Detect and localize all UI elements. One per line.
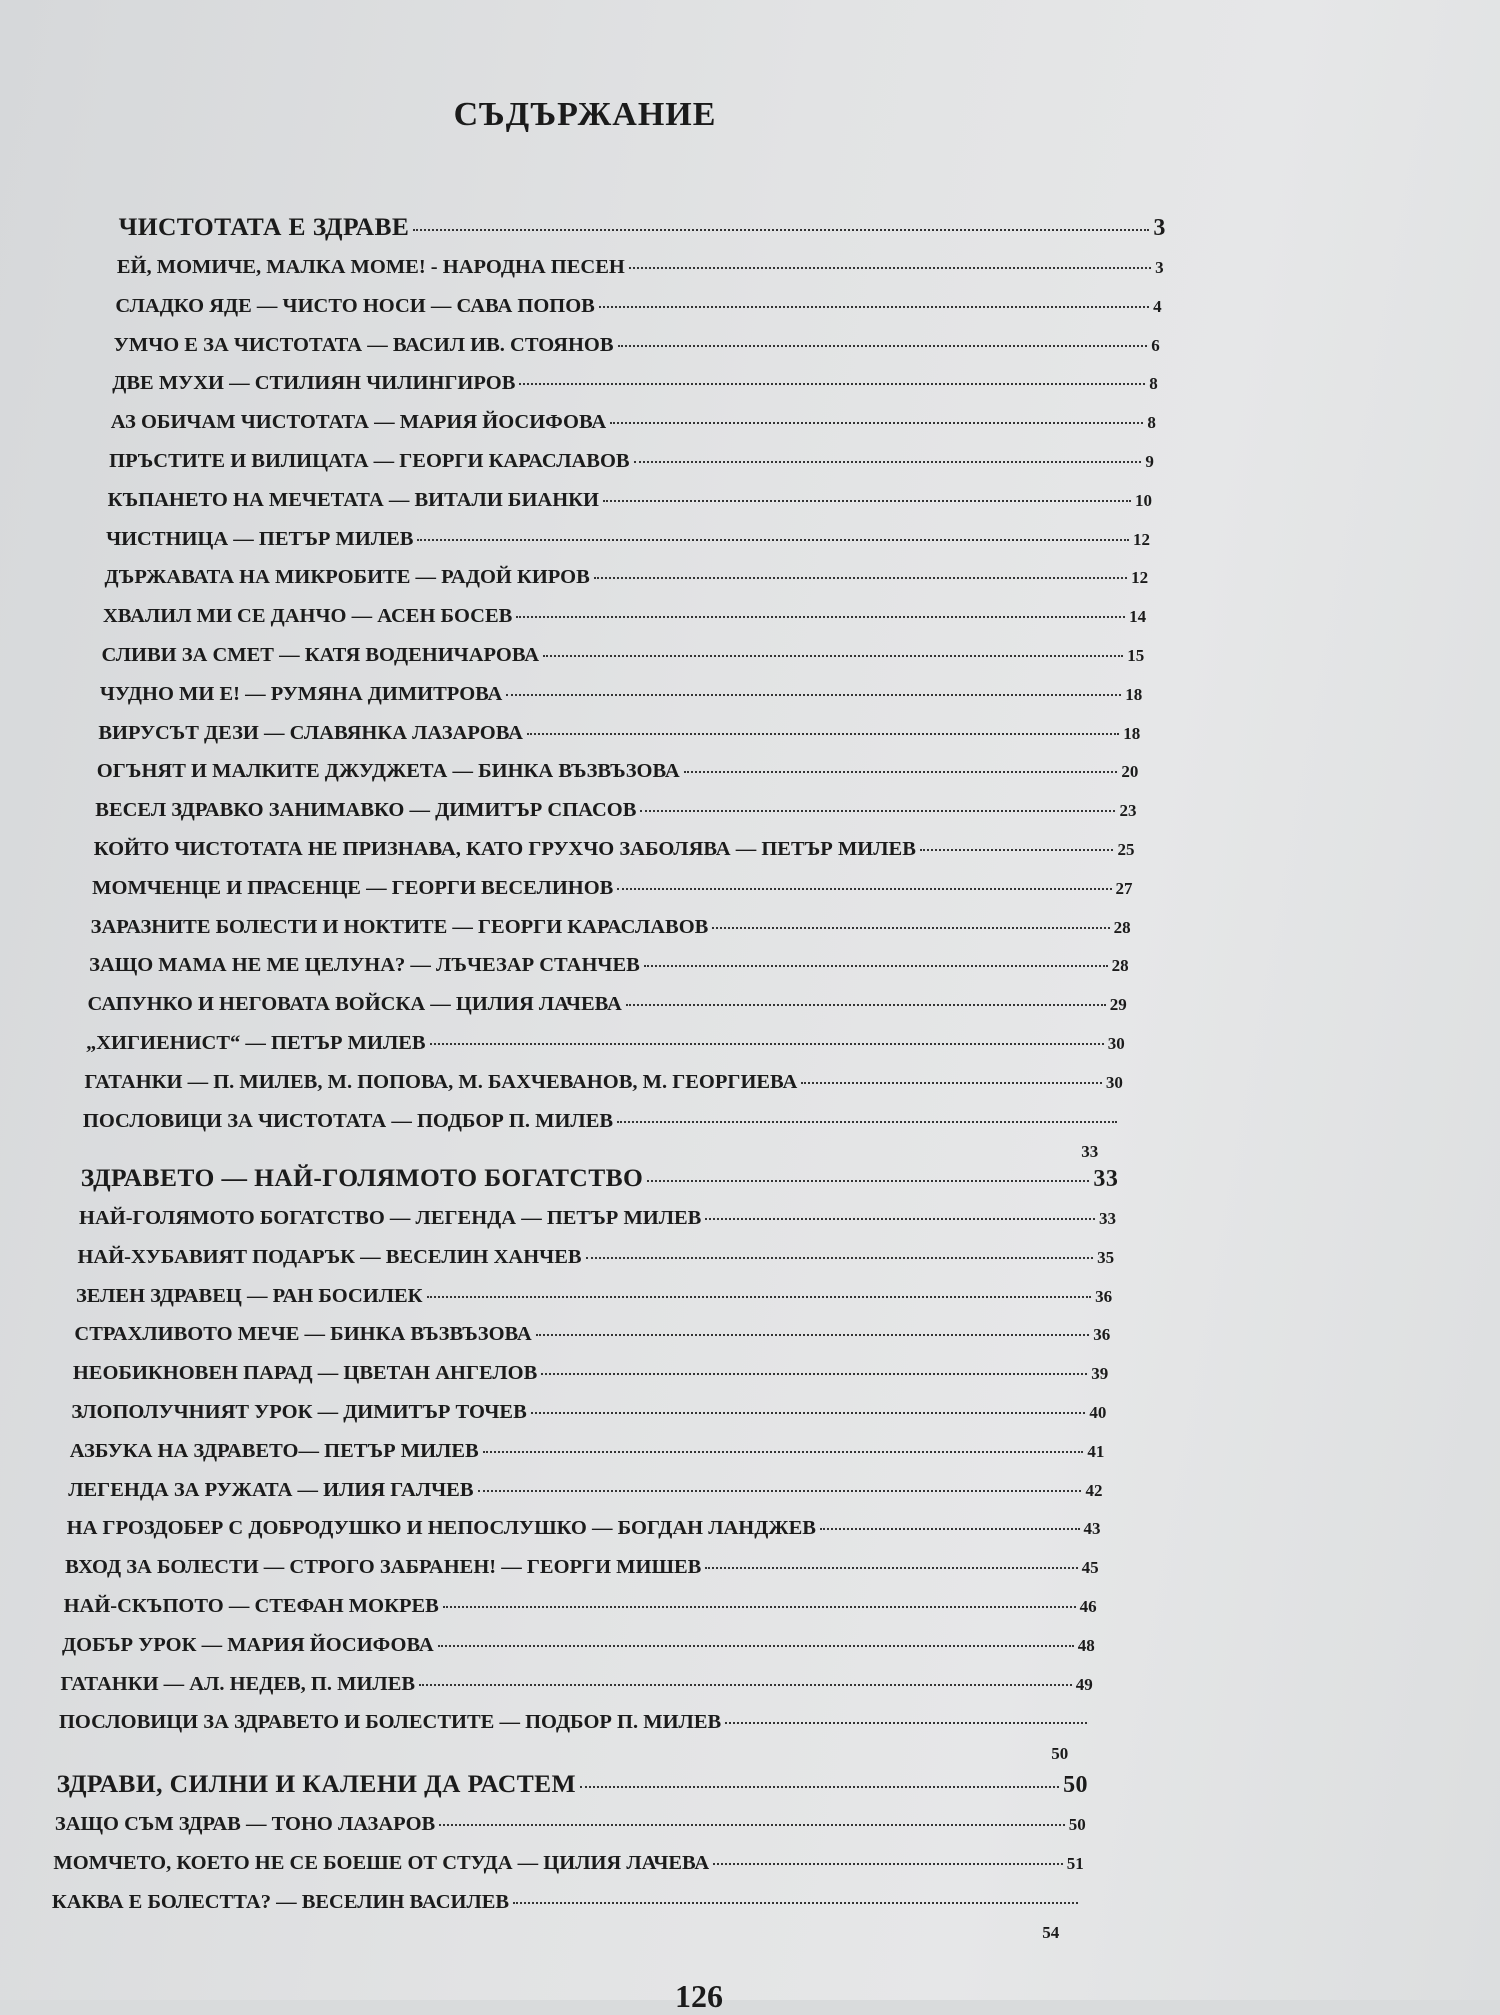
dot-leader	[647, 1180, 1089, 1182]
entry-title: АЗБУКА НА ЗДРАВЕТО— ПЕТЪР МИЛЕВ	[69, 1439, 479, 1462]
entry-title: АЗ ОБИЧАМ ЧИСТОТАТА — МАРИЯ ЙОСИФОВА	[110, 411, 607, 434]
toc-entry-row	[68, 1479, 1102, 1502]
toc-entry-row	[79, 1207, 1116, 1230]
toc-entry-row	[115, 295, 1161, 318]
dot-leader	[580, 1786, 1059, 1788]
entry-page: 41	[1087, 1441, 1105, 1461]
dot-leader	[438, 1645, 1074, 1647]
section-page: 33	[1093, 1166, 1119, 1192]
section-title: ЗДРАВИ, СИЛНИ И КАЛЕНИ ДА РАСТЕМ	[56, 1769, 576, 1798]
toc-entry-row	[83, 1110, 1121, 1133]
toc-entry-row	[73, 1362, 1108, 1385]
toc-entry-row	[52, 1891, 1082, 1914]
section-page: 3	[1153, 215, 1166, 241]
toc-entry-row	[53, 1852, 1083, 1875]
dot-leader	[541, 1373, 1087, 1375]
entry-page: 27	[1115, 878, 1133, 898]
entry-page: 36	[1095, 1286, 1113, 1306]
toc-entry-row	[88, 993, 1127, 1016]
entry-title: ВХОД ЗА БОЛЕСТИ — СТРОГО ЗАБРАНЕН! — ГЕОРГИ МИШЕВ	[65, 1556, 702, 1579]
entry-title: НАЙ-ГОЛЯМОТО БОГАТСТВО — ЛЕГЕНДА — ПЕТЪР МИЛЕВ	[79, 1207, 702, 1229]
entry-page: 36	[1093, 1325, 1111, 1345]
entry-page: 46	[1079, 1597, 1097, 1616]
entry-title: КЪПАНЕТО НА МЕЧЕТАТА — ВИТАЛИ БИАНКИ	[107, 488, 599, 511]
entry-page: 18	[1123, 723, 1141, 743]
entry-page: 25	[1117, 840, 1135, 859]
trailing-page-number: 54	[1042, 1923, 1060, 1943]
entry-title: ЛЕГЕНДА ЗА РУЖАТА — ИЛИЯ ГАЛЧЕВ	[68, 1478, 474, 1501]
entry-title: „ХИГИЕНИСТ“ — ПЕТЪР МИЛЕВ	[86, 1032, 426, 1054]
entry-title: ЧИСТНИЦА — ПЕТЪР МИЛЕВ	[106, 527, 414, 550]
section-row	[119, 212, 1166, 242]
toc-entry-row	[92, 877, 1132, 900]
dot-leader	[603, 500, 1131, 502]
entry-page: 33	[1099, 1209, 1117, 1228]
entry-page: 18	[1125, 684, 1143, 704]
dot-leader	[543, 655, 1123, 657]
entry-title: ГАТАНКИ — П. МИЛЕВ, М. ПОПОВА, М. БАХЧЕВАНОВ, М. ГЕОРГИЕВА	[84, 1070, 798, 1093]
entry-title: ВЕСЕЛ ЗДРАВКО ЗАНИМАВКО — ДИМИТЪР СПАСОВ	[95, 799, 637, 822]
dot-leader	[617, 888, 1111, 890]
entry-page: 30	[1107, 1034, 1125, 1053]
dot-leader	[634, 461, 1142, 463]
entry-page: 35	[1097, 1247, 1115, 1267]
entry-title: ГАТАНКИ — АЛ. НЕДЕВ, П. МИЛЕВ	[60, 1672, 416, 1695]
entry-page: 9	[1145, 452, 1154, 471]
dot-leader	[713, 1863, 1063, 1865]
toc-entry-row	[76, 1285, 1112, 1308]
section-row	[81, 1163, 1118, 1193]
entry-page: 43	[1083, 1519, 1101, 1539]
toc-entry-row	[105, 566, 1149, 589]
toc-entry-row	[109, 450, 1154, 473]
entry-title: НА ГРОЗДОБЕР С ДОБРОДУШКО И НЕПОСЛУШКО — БОГДАН ЛАНДЖЕВ	[66, 1517, 816, 1540]
page-title: СЪДЪРЖАНИЕ	[453, 96, 717, 133]
dot-leader	[644, 965, 1108, 967]
dot-leader	[513, 1902, 1078, 1904]
entry-page: 20	[1121, 762, 1139, 782]
entry-title: ДЪРЖАВАТА НА МИКРОБИТЕ — РАДОЙ КИРОВ	[104, 566, 590, 589]
entry-page: 12	[1133, 529, 1150, 549]
entry-title: УМЧО Е ЗА ЧИСТОТАТА — ВАСИЛ ИВ. СТОЯНОВ	[113, 333, 614, 356]
entry-title: ВИРУСЪТ ДЕЗИ — СЛАВЯНКА ЛАЗАРОВА	[98, 721, 523, 744]
section-title: ЧИСТОТАТА Е ЗДРАВЕ	[118, 212, 410, 241]
entry-page: 28	[1111, 956, 1129, 976]
toc-entry-row	[95, 799, 1136, 822]
toc-entry-row	[77, 1246, 1114, 1269]
toc-entry-row	[103, 605, 1146, 628]
dot-leader	[586, 1257, 1094, 1259]
toc-entry-row	[71, 1401, 1106, 1424]
toc-entry-row	[86, 1032, 1125, 1055]
entry-title: ЗАЩО МАМА НЕ МЕ ЦЕЛУНА? — ЛЪЧЕЗАР СТАНЧЕВ	[89, 954, 640, 977]
dot-leader	[417, 539, 1129, 541]
dot-leader	[443, 1606, 1076, 1608]
entry-page: 45	[1081, 1558, 1099, 1578]
dot-leader	[536, 1334, 1089, 1336]
section-page: 50	[1063, 1772, 1088, 1798]
entry-page: 51	[1066, 1853, 1084, 1873]
trailing-page-number: 50	[1051, 1744, 1069, 1764]
entry-page: 28	[1113, 917, 1131, 937]
section-row	[57, 1769, 1088, 1799]
toc-entry-row	[70, 1440, 1105, 1463]
dot-leader	[519, 383, 1145, 385]
toc-entry-row	[108, 489, 1152, 512]
entry-title: ПОСЛОВИЦИ ЗА ЗДРАВЕТО И БОЛЕСТИТЕ — ПОДБОР П. МИЛЕВ	[58, 1711, 722, 1734]
dot-leader	[705, 1218, 1095, 1220]
entry-page: 15	[1127, 646, 1145, 665]
dot-leader	[531, 1412, 1086, 1414]
toc-entry-row	[59, 1711, 1091, 1734]
toc-entry-row	[89, 954, 1129, 977]
toc-entry-row	[61, 1673, 1093, 1696]
dot-leader	[506, 694, 1121, 696]
dot-leader	[478, 1490, 1082, 1492]
entry-page: 8	[1147, 413, 1156, 433]
dot-leader	[430, 1043, 1104, 1045]
dot-leader	[439, 1824, 1065, 1826]
entry-page: 49	[1075, 1674, 1093, 1694]
dot-leader	[516, 616, 1125, 618]
entry-title: ЗАЩО СЪМ ЗДРАВ — ТОНО ЛАЗАРОВ	[54, 1813, 436, 1835]
entry-title: ЗАРАЗНИТЕ БОЛЕСТИ И НОКТИТЕ — ГЕОРГИ КАРАСЛАВОВ	[90, 915, 709, 938]
dot-leader	[618, 345, 1148, 347]
toc-entry-row	[112, 372, 1158, 395]
toc-entry-row	[101, 644, 1144, 667]
dot-leader	[617, 1121, 1117, 1123]
dot-leader	[705, 1567, 1077, 1569]
dot-leader	[527, 733, 1119, 735]
entry-title: НАЙ-ХУБАВИЯТ ПОДАРЪК — ВЕСЕЛИН ХАНЧЕВ	[77, 1245, 582, 1268]
entry-title: СТРАХЛИВОТО МЕЧЕ — БИНКА ВЪЗВЪЗОВА	[74, 1323, 532, 1346]
entry-page: 40	[1089, 1403, 1107, 1422]
toc-entry-row	[55, 1813, 1086, 1836]
entry-title: ЧУДНО МИ Е! — РУМЯНА ДИМИТРОВА	[99, 682, 503, 705]
entry-page: 6	[1151, 335, 1160, 355]
section-title: ЗДРАВЕТО — НАЙ-ГОЛЯМОТО БОГАТСТВО	[80, 1163, 644, 1192]
dot-leader	[820, 1528, 1080, 1530]
toc-entry-row	[65, 1556, 1098, 1579]
toc-entry-row	[74, 1323, 1110, 1346]
dot-leader	[419, 1684, 1072, 1686]
dot-leader	[427, 1296, 1092, 1298]
dot-leader	[712, 927, 1109, 929]
entry-page: 12	[1131, 568, 1149, 588]
dot-leader	[684, 771, 1118, 773]
entry-title: ДВЕ МУХИ — СТИЛИЯН ЧИЛИНГИРОВ	[112, 372, 516, 395]
dot-leader	[920, 849, 1114, 851]
entry-title: КОЙТО ЧИСТОТАТА НЕ ПРИЗНАВА, КАТО ГРУХЧО ЗАБОЛЯВА — ПЕТЪР МИЛЕВ	[93, 838, 916, 860]
toc-entry-row	[111, 411, 1156, 434]
entry-page: 30	[1105, 1072, 1123, 1092]
entry-title: ДОБЪР УРОК — МАРИЯ ЙОСИФОВА	[62, 1633, 434, 1656]
toc-entry-row	[106, 528, 1150, 551]
toc-entry-row	[117, 256, 1164, 279]
entry-page: 39	[1091, 1364, 1109, 1384]
entry-page: 48	[1077, 1635, 1095, 1655]
entry-title: ЕЙ, МОМИЧЕ, МАЛКА МОМЕ! - НАРОДНА ПЕСЕН	[116, 256, 625, 278]
toc-entry-row	[94, 838, 1135, 861]
toc-entry-row	[84, 1071, 1122, 1094]
dot-leader	[629, 267, 1151, 269]
entry-page: 3	[1155, 258, 1164, 277]
entry-title: ПОСЛОВИЦИ ЗА ЧИСТОТАТА — ПОДБОР П. МИЛЕВ	[82, 1109, 614, 1132]
entry-page: 8	[1149, 374, 1158, 394]
entry-page: 29	[1109, 995, 1127, 1015]
page-number: 126	[675, 1978, 723, 2014]
dot-leader	[594, 577, 1127, 579]
entry-title: ХВАЛИЛ МИ СЕ ДАНЧО — АСЕН БОСЕВ	[102, 605, 513, 628]
entry-page: 50	[1068, 1815, 1086, 1834]
entry-page: 14	[1129, 607, 1147, 627]
entry-page: 42	[1085, 1480, 1103, 1500]
entry-title: ЗЕЛЕН ЗДРАВЕЦ — РАН БОСИЛЕК	[75, 1284, 423, 1307]
entry-title: КАКВА Е БОЛЕСТТА? — ВЕСЕЛИН ВАСИЛЕВ	[51, 1890, 510, 1913]
entry-title: ПРЪСТИТЕ И ВИЛИЦАТА — ГЕОРГИ КАРАСЛАВОВ	[109, 450, 630, 472]
entry-title: МОМЧЕТО, КОЕТО НЕ СЕ БОЕШЕ ОТ СТУДА — ЦИЛИЯ ЛАЧЕВА	[53, 1851, 710, 1874]
entry-page: 4	[1153, 296, 1162, 316]
entry-title: МОМЧЕНЦЕ И ПРАСЕНЦЕ — ГЕОРГИ ВЕСЕЛИНОВ	[92, 876, 614, 899]
toc-entry-row	[114, 334, 1160, 357]
dot-leader	[610, 422, 1143, 424]
dot-leader	[801, 1082, 1102, 1084]
entry-title: НАЙ-СКЪПОТО — СТЕФАН МОКРЕВ	[63, 1595, 439, 1617]
dot-leader	[725, 1722, 1087, 1724]
dot-leader	[599, 306, 1149, 308]
entry-page: 10	[1134, 490, 1152, 510]
dot-leader	[626, 1004, 1106, 1006]
toc-entry-row	[91, 916, 1131, 939]
dot-leader	[483, 1451, 1084, 1453]
toc-entry-row	[97, 760, 1139, 783]
entry-title: СЛАДКО ЯДЕ — ЧИСТО НОСИ — САВА ПОПОВ	[115, 294, 595, 317]
entry-title: СЛИВИ ЗА СМЕТ — КАТЯ ВОДЕНИЧАРОВА	[101, 644, 540, 666]
entry-title: ОГЪНЯТ И МАЛКИТЕ ДЖУДЖЕТА — БИНКА ВЪЗВЪЗОВА	[96, 760, 680, 783]
entry-title: САПУНКО И НЕГОВАТА ВОЙСКА — ЦИЛИЯ ЛАЧЕВА	[87, 993, 622, 1016]
toc-entry-row	[67, 1517, 1101, 1540]
entry-page: 23	[1119, 801, 1137, 821]
dot-leader	[640, 810, 1115, 812]
toc-entry-row	[64, 1595, 1097, 1618]
trailing-page-number: 33	[1081, 1142, 1099, 1162]
entry-title: НЕОБИКНОВЕН ПАРАД — ЦВЕТАН АНГЕЛОВ	[72, 1362, 538, 1385]
dot-leader	[413, 229, 1149, 231]
toc-entry-row	[100, 683, 1142, 706]
toc-entry-row	[62, 1634, 1095, 1657]
entry-title: ЗЛОПОЛУЧНИЯТ УРОК — ДИМИТЪР ТОЧЕВ	[71, 1401, 527, 1423]
toc-entry-row	[98, 722, 1140, 745]
